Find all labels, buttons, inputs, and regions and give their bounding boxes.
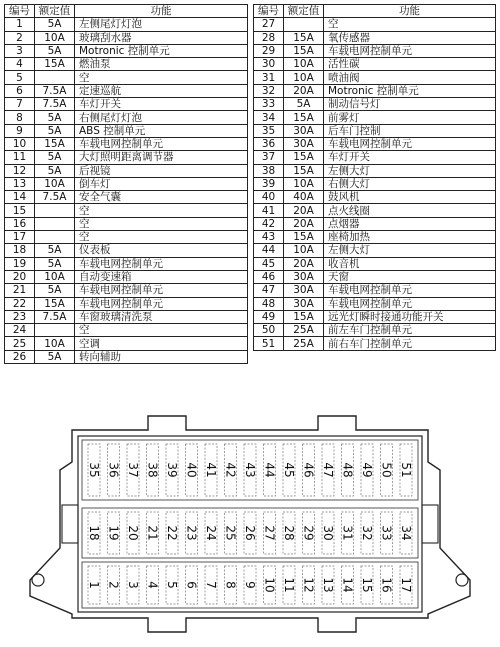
fuse-number: 29: [254, 44, 284, 57]
fuse-function: 安全气囊: [75, 191, 248, 204]
fuse-rating: 40A: [284, 191, 324, 204]
fuse-rating: 15A: [35, 137, 75, 150]
fuse-number: 11: [5, 151, 35, 164]
fuse-rating: 30A: [284, 137, 324, 150]
fuse-rating: 5A: [35, 350, 75, 363]
fuse-number: 25: [5, 337, 35, 350]
fuse-function: 车载电网控制单元: [75, 257, 248, 270]
fuse-number: 15: [5, 204, 35, 217]
fuse-number: 34: [254, 111, 284, 124]
fuse-rating: 5A: [35, 124, 75, 137]
fuse-slot-label: 50: [379, 462, 394, 478]
fuse-number: 12: [5, 164, 35, 177]
fuse-slot-label: 29: [301, 525, 316, 541]
fuse-slot-label: 23: [184, 525, 199, 541]
fuse-function: 自动变速箱: [75, 270, 248, 283]
fuse-rating: 7.5A: [35, 84, 75, 97]
fuse-slot-label: 39: [165, 462, 179, 478]
fuse-function: 前左车门控制单元: [324, 324, 496, 337]
fuse-slot-label: 16: [379, 577, 394, 593]
fuse-function: 制动信号灯: [324, 98, 496, 111]
fuse-number: 26: [5, 350, 35, 363]
header-number: 编号: [5, 5, 35, 18]
fuse-function: 前右车门控制单元: [324, 337, 496, 350]
fuse-function: 车载电网控制单元: [324, 297, 496, 310]
fuse-function: 空: [75, 217, 248, 230]
fuse-rating: 10A: [35, 177, 75, 190]
fuse-slot-label: 9: [243, 581, 257, 589]
fuse-number: 4: [5, 58, 35, 71]
fuse-function: 活性碳: [324, 58, 496, 71]
fuse-function: 后车门控制: [324, 124, 496, 137]
fuse-rating: 7.5A: [35, 310, 75, 323]
fuse-function: 右侧尾灯灯泡: [75, 111, 248, 124]
fuse-function: 喷油阀: [324, 71, 496, 84]
fuse-slot-label: 18: [87, 525, 101, 541]
fuse-number: 8: [5, 111, 35, 124]
fuse-number: 41: [254, 204, 284, 217]
fuse-slot-label: 30: [321, 525, 335, 541]
fuse-function: 定速巡航: [75, 84, 248, 97]
fuse-function: 大灯照明距离调节器: [75, 151, 248, 164]
fuse-slot-label: 27: [262, 525, 277, 541]
fuse-number: 33: [254, 98, 284, 111]
fuse-number: 46: [254, 270, 284, 283]
fuse-slot-label: 44: [262, 462, 277, 478]
fuse-function: 点烟器: [324, 217, 496, 230]
fuse-slot-label: 8: [223, 581, 238, 589]
header-function: 功能: [75, 5, 248, 18]
fuse-number: 9: [5, 124, 35, 137]
fuse-number: 5: [5, 71, 35, 84]
fuse-slot-label: 1: [87, 581, 101, 589]
fuse-rating: 7.5A: [35, 98, 75, 111]
fuse-rating: 20A: [284, 217, 324, 230]
fuse-slot-label: 31: [340, 525, 355, 541]
fuse-function: 右侧大灯: [324, 177, 496, 190]
fuse-function: 左侧大灯: [324, 244, 496, 257]
fuse-function: 仪表板: [75, 244, 248, 257]
fuse-slot-label: 15: [360, 577, 374, 593]
fuse-number: 27: [254, 18, 284, 31]
fuse-function: 车载电网控制单元: [75, 284, 248, 297]
fuse-rating: 10A: [284, 244, 324, 257]
fuse-number: 32: [254, 84, 284, 97]
fuse-rating: 5A: [35, 164, 75, 177]
fuse-function: 左侧尾灯灯泡: [75, 18, 248, 31]
header-rating: 额定值: [35, 5, 75, 18]
fuse-number: 1: [5, 18, 35, 31]
fuse-function: 车载电网控制单元: [324, 284, 496, 297]
fuse-slot-label: 35: [87, 462, 101, 478]
fuse-slot-label: 51: [399, 462, 413, 478]
fuse-slot-label: 3: [126, 581, 140, 589]
fuse-rating: 15A: [284, 164, 324, 177]
fuse-number: 19: [5, 257, 35, 270]
fuse-rating: 30A: [284, 284, 324, 297]
fuse-number: 50: [254, 324, 284, 337]
fuse-slot-label: 5: [165, 581, 179, 589]
fuse-function: 燃油泵: [75, 58, 248, 71]
fuse-rating: 5A: [284, 98, 324, 111]
fuse-slot-label: 4: [145, 581, 160, 589]
fuse-number: 20: [5, 270, 35, 283]
fuse-function: 前雾灯: [324, 111, 496, 124]
fuse-number: 22: [5, 297, 35, 310]
fuse-slot-label: 37: [126, 462, 140, 478]
fuse-slot-label: 20: [126, 525, 140, 541]
fuse-rating: 5A: [35, 284, 75, 297]
fuse-slot-label: 49: [360, 462, 374, 478]
fuse-number: 31: [254, 71, 284, 84]
fuse-slot-label: 17: [399, 577, 413, 593]
fuse-rating: 30A: [284, 270, 324, 283]
fuse-rating: 7.5A: [35, 191, 75, 204]
fuse-function: 鼓风机: [324, 191, 496, 204]
fuse-slot-label: 38: [145, 462, 160, 478]
fuse-rating: 10A: [284, 177, 324, 190]
fuse-number: 7: [5, 98, 35, 111]
fuse-box-housing: [30, 416, 470, 632]
fuse-number: 23: [5, 310, 35, 323]
fuse-rating: 15A: [35, 58, 75, 71]
fuse-slot-label: 26: [243, 525, 257, 541]
fuse-number: 42: [254, 217, 284, 230]
fuse-slot-label: 21: [145, 525, 160, 541]
fuse-function: 后视镜: [75, 164, 248, 177]
fuse-slot-label: 7: [204, 581, 218, 589]
fuse-slot-label: 28: [282, 525, 296, 541]
fuse-number: 2: [5, 31, 35, 44]
fuse-slot-label: 13: [321, 577, 335, 593]
fuse-function: 空: [75, 324, 248, 337]
fuse-function: 车载电网控制单元: [75, 137, 248, 150]
fuse-function: 收音机: [324, 257, 496, 270]
fuse-number: 40: [254, 191, 284, 204]
fuse-rating: 25A: [284, 324, 324, 337]
fuse-rating: 5A: [35, 44, 75, 57]
fuse-rating: 30A: [284, 124, 324, 137]
fuse-slot-label: 46: [301, 462, 316, 478]
fuse-slot-label: 41: [204, 462, 218, 478]
fuse-function: 氧传感器: [324, 31, 496, 44]
fuse-slot-label: 33: [379, 525, 394, 541]
fuse-rating: 5A: [35, 244, 75, 257]
fuse-rating: 5A: [35, 257, 75, 270]
fuse-function: 玻璃刮水器: [75, 31, 248, 44]
fuse-slot-label: 11: [282, 577, 296, 593]
fuse-slot-label: 24: [204, 525, 218, 541]
fuse-rating: 15A: [284, 151, 324, 164]
fuse-rating: 30A: [284, 297, 324, 310]
fuse-function: 空: [324, 18, 496, 31]
fuse-slot-label: 19: [106, 525, 121, 541]
fuse-rating: 10A: [35, 270, 75, 283]
fuse-function: 车载电网控制单元: [324, 137, 496, 150]
fuse-rating: 15A: [284, 231, 324, 244]
fuse-rating: 10A: [35, 31, 75, 44]
fuse-function: 车灯开关: [324, 151, 496, 164]
fuse-function: 转向辅助: [75, 350, 248, 363]
fuse-number: 13: [5, 177, 35, 190]
fuse-number: 36: [254, 137, 284, 150]
fuse-rating: 5A: [35, 151, 75, 164]
fuse-function: 车灯开关: [75, 98, 248, 111]
fuse-number: 51: [254, 337, 284, 350]
fuse-slot-label: 47: [321, 462, 335, 478]
fuse-slot-label: 25: [223, 525, 238, 541]
fuse-function: 座椅加热: [324, 231, 496, 244]
fuse-function: 车载电网控制单元: [324, 44, 496, 57]
fuse-function: 空: [75, 204, 248, 217]
fuse-function: Motronic 控制单元: [324, 84, 496, 97]
fuse-rating: 15A: [284, 111, 324, 124]
fuse-slot-label: 43: [243, 462, 257, 478]
fuse-slot-label: 10: [262, 577, 277, 593]
header-function: 功能: [324, 5, 496, 18]
fuse-function: 倒车灯: [75, 177, 248, 190]
fuse-slot-label: 34: [399, 525, 413, 541]
fuse-number: 10: [5, 137, 35, 150]
fuse-function: 空: [75, 71, 248, 84]
fuse-rating: 15A: [284, 44, 324, 57]
fuse-number: 28: [254, 31, 284, 44]
fuse-function: 车载电网控制单元: [75, 297, 248, 310]
fuse-slot-label: 40: [184, 462, 199, 478]
fuse-number: 17: [5, 231, 35, 244]
fuse-number: 45: [254, 257, 284, 270]
fuse-slot-label: 42: [223, 462, 238, 478]
header-rating: 额定值: [284, 5, 324, 18]
fuse-slot-label: 36: [106, 462, 121, 478]
fuse-function: 左侧大灯: [324, 164, 496, 177]
fuse-number: 38: [254, 164, 284, 177]
fuse-number: 37: [254, 151, 284, 164]
fuse-function: 车窗玻璃清洗泵: [75, 310, 248, 323]
fuse-number: 44: [254, 244, 284, 257]
fuse-rating: 15A: [284, 310, 324, 323]
fuse-number: 6: [5, 84, 35, 97]
fuse-rating: 15A: [35, 297, 75, 310]
fuse-number: 30: [254, 58, 284, 71]
fuse-number: 49: [254, 310, 284, 323]
fuse-rating: 10A: [284, 71, 324, 84]
fuse-slot-label: 48: [340, 462, 355, 478]
fuse-rating: 10A: [35, 337, 75, 350]
fuse-slot-label: 6: [184, 581, 199, 589]
fuse-slot-label: 45: [282, 462, 296, 478]
fuse-number: 48: [254, 297, 284, 310]
fuse-number: 3: [5, 44, 35, 57]
fuse-rating: 15A: [284, 31, 324, 44]
fuse-rating: 5A: [35, 111, 75, 124]
fuse-number: 21: [5, 284, 35, 297]
fuse-number: 18: [5, 244, 35, 257]
fuse-number: 47: [254, 284, 284, 297]
fuse-rating: 20A: [284, 257, 324, 270]
fuse-number: 43: [254, 231, 284, 244]
fuse-number: 35: [254, 124, 284, 137]
fuse-rating: 20A: [284, 204, 324, 217]
fuse-function: 天窗: [324, 270, 496, 283]
fuse-slot-label: 22: [165, 525, 179, 541]
fuse-function: 点火线圈: [324, 204, 496, 217]
fuse-rating: 20A: [284, 84, 324, 97]
fuse-number: 16: [5, 217, 35, 230]
fuse-slot-label: 2: [106, 581, 121, 589]
fuse-rating: 5A: [35, 18, 75, 31]
fuse-number: 39: [254, 177, 284, 190]
fuse-function: 空调: [75, 337, 248, 350]
fuse-function: 远光灯瞬时接通功能开关: [324, 310, 496, 323]
fuse-function: ABS 控制单元: [75, 124, 248, 137]
fuse-slot-label: 14: [340, 577, 355, 593]
fuse-rating: 10A: [284, 58, 324, 71]
fuse-number: 14: [5, 191, 35, 204]
fuse-number: 24: [5, 324, 35, 337]
fuse-slot-label: 32: [360, 525, 374, 541]
header-number: 编号: [254, 5, 284, 18]
fuse-rating: 25A: [284, 337, 324, 350]
fuse-slot-label: 12: [301, 577, 316, 593]
fuse-function: 空: [75, 231, 248, 244]
fuse-function: Motronic 控制单元: [75, 44, 248, 57]
